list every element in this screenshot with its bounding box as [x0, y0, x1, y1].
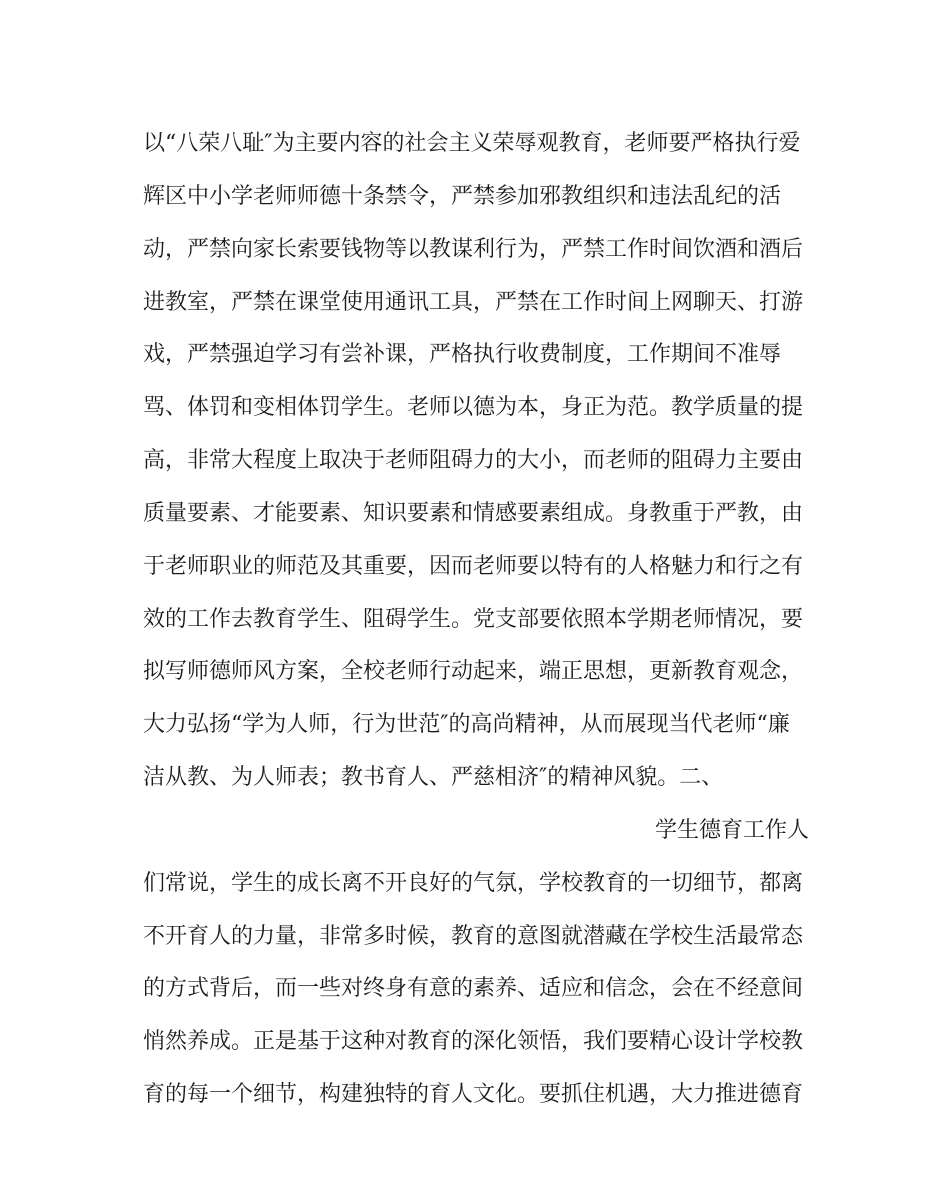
text-line: 辉区中小学老师师德十条禁令，严禁参加邪教组织和违法乱纪的活: [143, 184, 782, 209]
text-line: 戏，严禁强迫学习有尝补课，严格执行收费制度，工作期间不准辱: [143, 342, 782, 367]
text-line: 骂、体罚和变相体罚学生。老师以德为本，身正为范。教学质量的提: [143, 395, 804, 420]
text-line: 于老师职业的师范及其重要，因而老师要以特有的人格魅力和行之有: [143, 554, 804, 579]
text-line: 动，严禁向家长索要钱物等以教谋利行为，严禁工作时间饮酒和酒后: [143, 237, 804, 262]
text-line: 以“八荣八耻″为主要内容的社会主义荣辱观教育，老师要严格执行爱: [143, 131, 801, 156]
text-line: 育的每一个细节，构建独特的育人文化。要抓住机遇，大力推进德育: [143, 1082, 804, 1107]
text-line: 们常说，学生的成长离不开良好的气氛，学校教育的一切细节，都离: [143, 871, 804, 896]
section-heading-line: 学生德育工作人: [654, 818, 809, 843]
text-line: 效的工作去教育学生、阻碍学生。党支部要依照本学期老师情况，要: [143, 607, 804, 632]
text-line: 拟写师德师风方案，全校老师行动起来，端正思想，更新教育观念，: [143, 659, 804, 684]
text-line: 大力弘扬“学为人师，行为世范″的高尚精神，从而展现当代老师“廉: [143, 712, 790, 737]
text-line: 进教室，严禁在课堂使用通讯工具，严禁在工作时间上网聊天、打游: [143, 290, 804, 315]
text-line: 不开育人的力量，非常多时候，教育的意图就潜藏在学校生活最常态: [143, 924, 804, 949]
text-line: 高，非常大程度上取决于老师阻碍力的大小，而老师的阻碍力主要由: [143, 448, 804, 473]
text-line: 洁从教、为人师表；教书育人、严慈相济″的精神风貌。二、: [143, 765, 724, 790]
text-line: 质量要素、才能要素、知识要素和情感要素组成。身教重于严教，由: [143, 501, 804, 526]
text-line: 的方式背后，而一些对终身有意的素养、适应和信念，会在不经意间: [143, 976, 804, 1001]
text-line: 悄然养成。正是基于这种对教育的深化领悟，我们要精心设计学校教: [143, 1029, 804, 1054]
